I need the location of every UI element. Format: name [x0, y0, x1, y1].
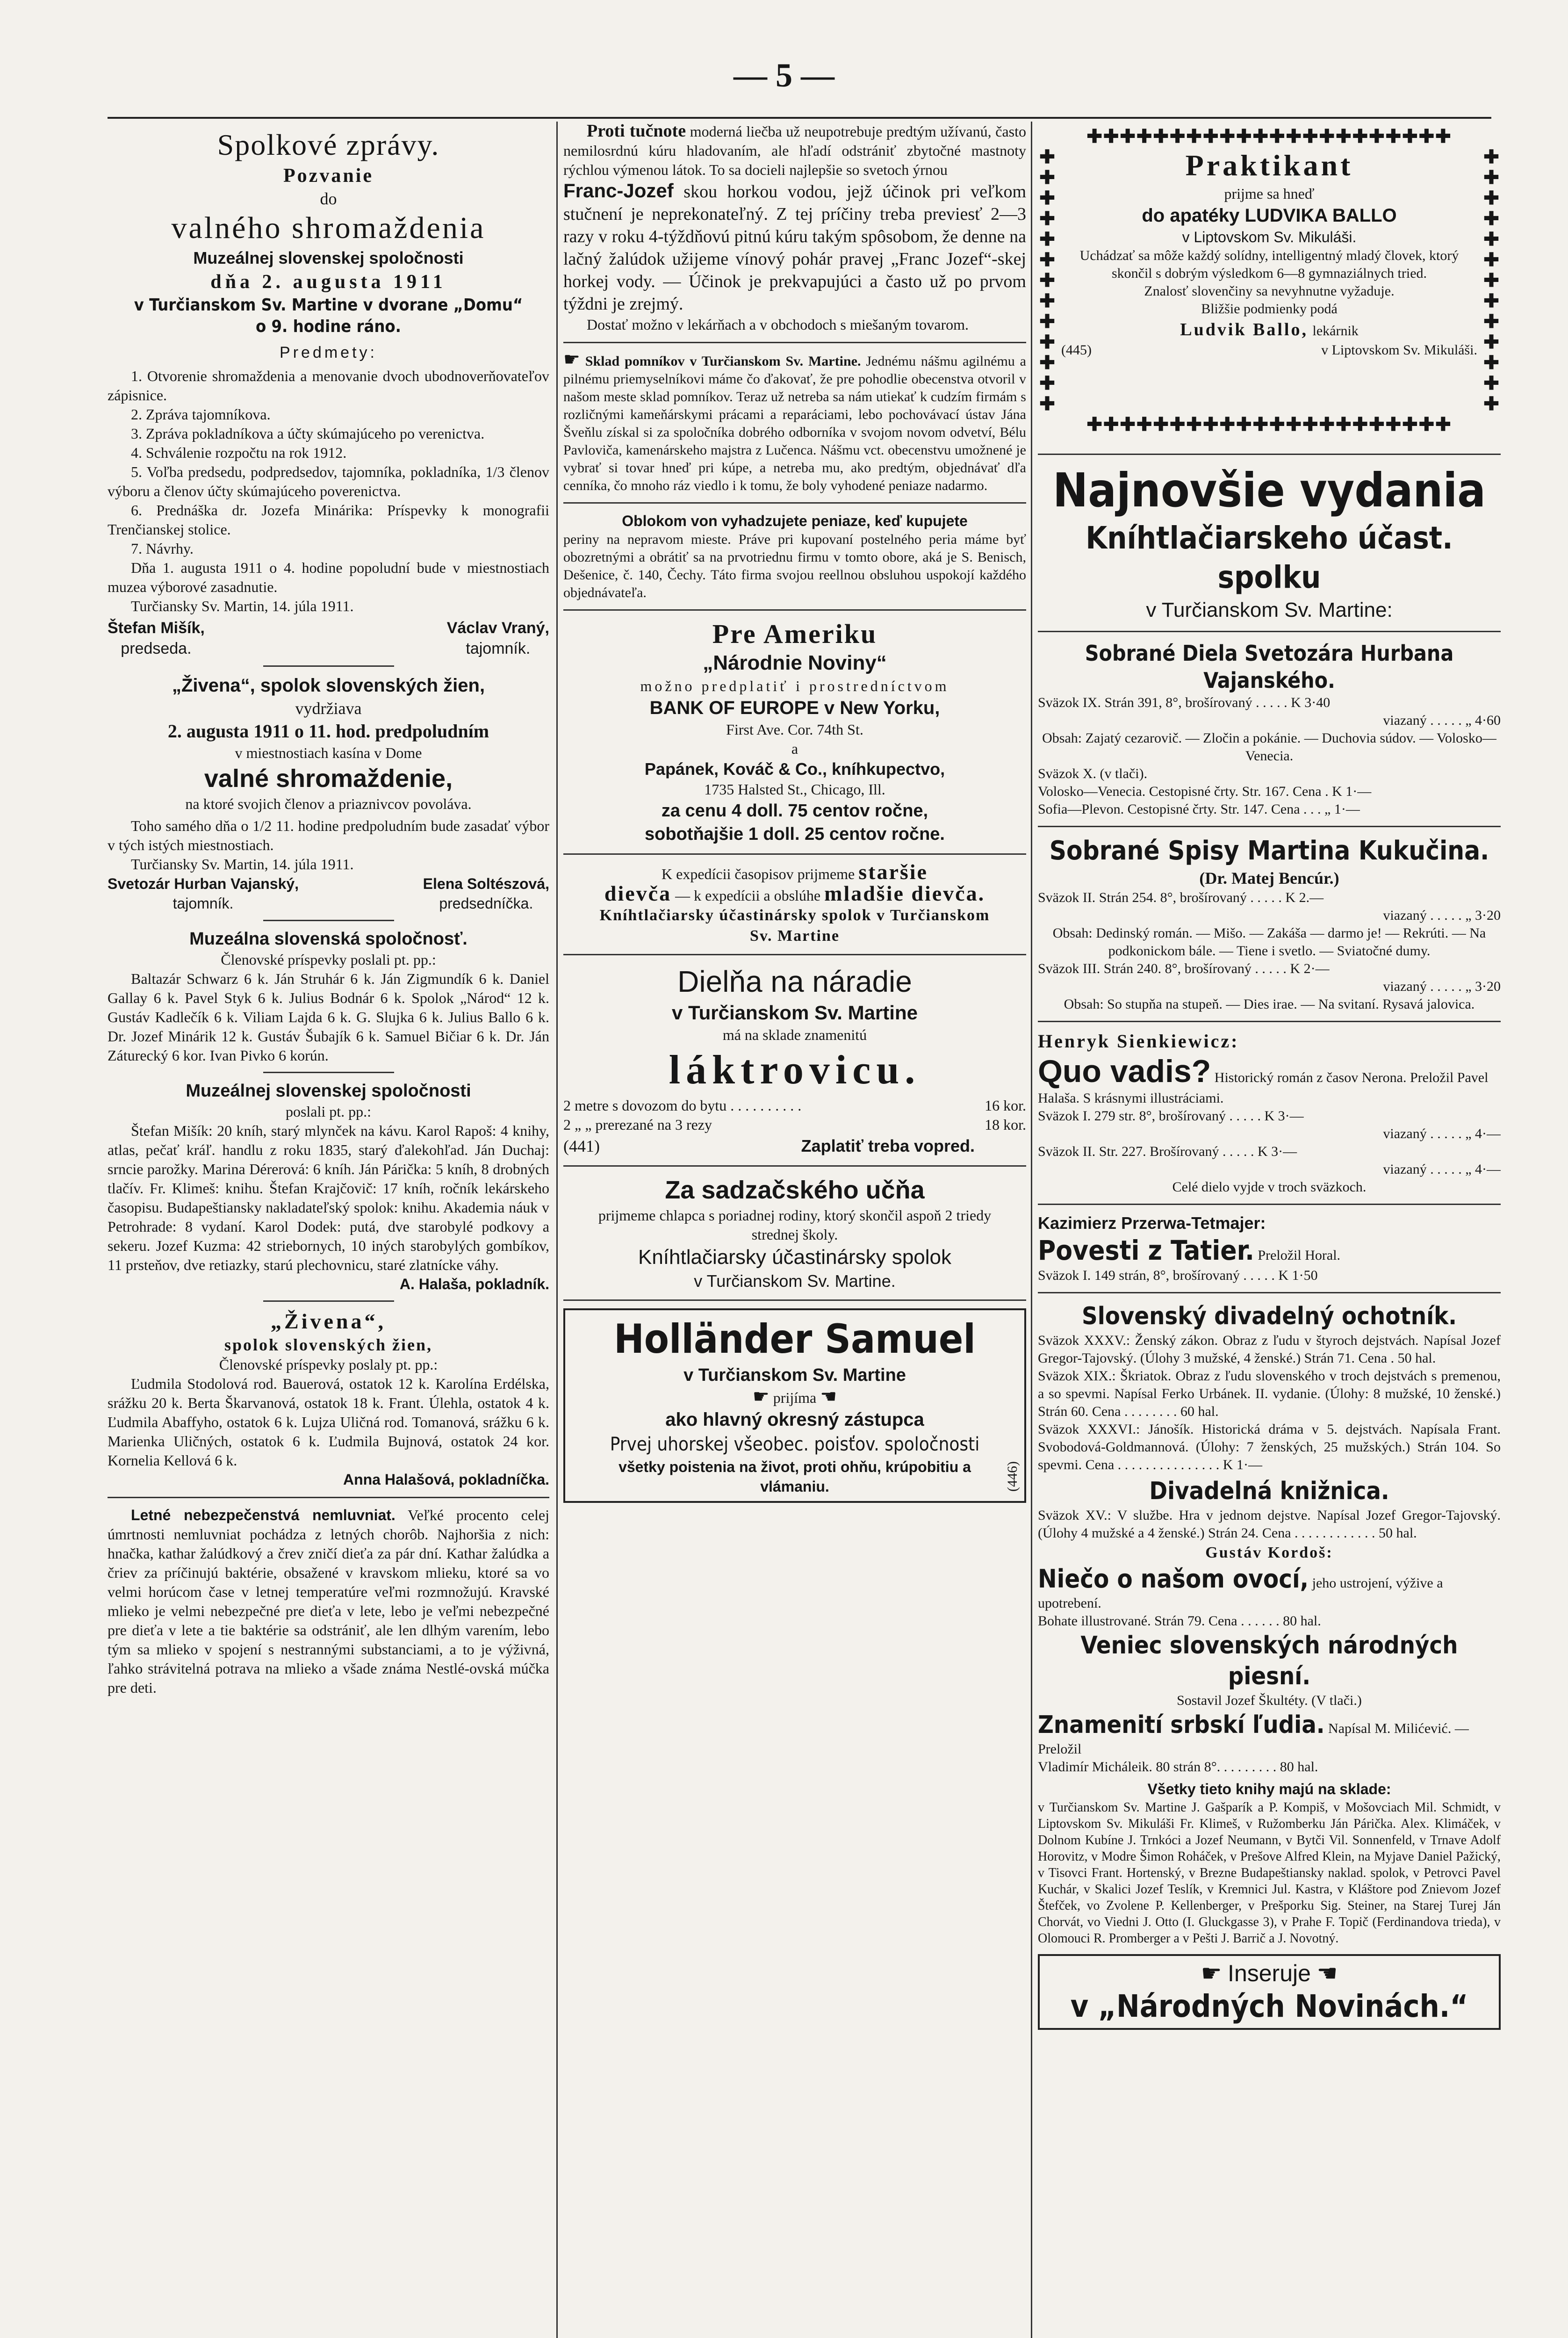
lek-body-2: skou horkou vodou, jejž účinok pri veľkom stučnení je neprekonateľný. Z tej príčiny treba previesť 2—3 razy v roku 4-týždňovú pitnú kúru takým spôsobom, že denne na lačný žalúdok užijeme vínový pohár pravej „Franc Jozef“-skej horkej vody. — Účinok je prekvapujúci a často už po prvom týždni je zrejmý. — [563, 182, 1026, 314]
predmet-item: 1. Otvorenie shromaždenia a menovanie dvoch ubodnoverňovateľov zápisnice. — [108, 368, 549, 404]
predmet-item: 2. Zpráva tajomníkova. — [131, 406, 271, 423]
amer-title: Pre Ameriku — [712, 619, 878, 649]
column-rule-1 — [556, 122, 558, 2338]
new-title: Najnovšie vydania — [1053, 463, 1486, 518]
predmety-list — [108, 367, 549, 558]
dielna-row-1 — [563, 1096, 1026, 1115]
signer-role: tajomník. — [173, 895, 234, 912]
zivena2-sign: Anna Halašová, pokladníčka. — [343, 1471, 549, 1488]
vaj-title: Sobrané Diela Svetozára Hurbana Vajanského. — [1085, 641, 1454, 693]
sadz-body: prijmeme chlapca s poriadnej rodiny, ktorý skončil aspoň 2 triedy strednej školy. — [598, 1207, 992, 1243]
dielna-row-price: 16 kor. — [985, 1097, 1026, 1114]
dielna-row-label: 2 metre s dovozom do bytu . . . . . . . . . . — [563, 1097, 802, 1114]
ins-title: Inseruje — [1228, 1960, 1311, 1986]
kuk-title: Sobrané Spisy Martina Kukučina. — [1049, 836, 1489, 866]
dkn-title: Divadelná knižnica. — [1149, 1477, 1389, 1505]
invite-time: o 9. hodine ráno. — [256, 317, 401, 336]
pointing-hand-icon: ☛ — [1201, 1960, 1222, 1986]
sadz-title: Za sadzačského učňa — [665, 1176, 925, 1204]
prakt-l7 — [1061, 318, 1477, 341]
column-spolkove-zpravy — [108, 122, 549, 1697]
invite-assembly: valného shromaždenia — [171, 211, 486, 245]
tet-trans: Preložil Horal. — [1258, 1248, 1341, 1263]
hol-role: ako hlavný okresný zástupca — [665, 1409, 924, 1430]
vaj-l1: Sväzok IX. Strán 391, 8°, brošírovaný . . . . . K 3·40 — [1038, 695, 1331, 710]
cross-border-left: ✚ ✚ ✚ ✚ ✚ ✚ ✚ ✚ ✚ ✚ ✚ ✚ ✚ — [1039, 147, 1055, 414]
predmet-item: 4. Schválenie rozpočtu na rok 1912. — [131, 444, 347, 461]
mss2-body: Štefan Mišík: 20 kníh, starý mlynček na kávu. Karol Rapoš: 4 knihy, atlas, pečať kráľ. handlu z roku 1835, starý ďalekohľad. Ján Duchaj: srncie parožky. Marina Dérerová: 6 kníh. Ján Párička: 5 kníh, 8 drobných tlačív. Fr. Klimeš: knihu. Štefan Krajčovič: 17 kníh, ročník lekárskeho časopisu. Budapeštiansky nakladateľský spolok: knihu. Akademia náuk v Petrohrade: 8 vydaní. Karol Dodek: putá, dve starobylé podkovy a sekeru. Jozef Kuzma: 42 striebornych, 10 iných starobylých gombíkov, 11 prsteňov, dve retiazky, starú plechovnicu, staré zlatnícke váhy. — [108, 1122, 549, 1273]
divider — [1038, 1204, 1501, 1205]
pointing-hand-left-icon: ☚ — [820, 1386, 837, 1407]
divider — [1038, 454, 1501, 455]
column-rule-2 — [1031, 122, 1032, 2338]
prakt-l3: v Liptovskom Sv. Mikuláši. — [1182, 229, 1357, 245]
vaj-l3: Obsah: Zajatý cezarovič. — Zločin a pokánie. — Duchovia súdov. — Volosko—Venecia. — [1042, 730, 1496, 764]
lek-brand: Franc-Jozef — [563, 180, 674, 202]
section-title: Spolkové zprávy. — [217, 128, 440, 161]
date-line: Turčiansky Sv. Martin, 14. júla 1911. — [131, 598, 354, 614]
ven-l1: Sostavil Jozef Škultéty. (V tlači.) — [1177, 1693, 1362, 1708]
vaj-l4: Sväzok X. (v tlači). — [1038, 766, 1148, 781]
prakt-title: Praktikant — [1185, 149, 1353, 182]
divider — [563, 1299, 1026, 1301]
div-l1: Sväzok XXXV.: Ženský zákon. Obraz z ľudu v štyroch dejstvách. Napísal Jozef Gregor-Tajovský. (Úlohy 3 mužské, 4 ženské.) Strán 71. Cena . 50 hal. — [1038, 1333, 1501, 1366]
signer-name: Václav Vraný, — [446, 619, 549, 637]
kuk-l4: Sväzok III. Strán 240. 8°, brošírovaný . . . . . K 2·— — [1038, 961, 1330, 976]
tet-line — [1038, 1234, 1501, 1267]
dielna-row-2 — [563, 1115, 1026, 1134]
sien-l2: viazaný . . . . . „ 4·— — [1383, 1126, 1501, 1141]
lek-article-2 — [563, 180, 1026, 315]
divider — [563, 954, 1026, 955]
cross-border-top: ✚✚✚✚✚✚✚✚✚✚✚✚✚✚✚✚✚✚✚✚✚✚ — [1086, 126, 1452, 147]
tet-title: Kazimierz Przerwa-Tetmajer: — [1038, 1213, 1266, 1233]
board-meeting: Dňa 1. augusta 1911 o 4. hodine popoludní bude v miestnostiach muzea výborové zasadnutie. — [108, 559, 549, 595]
signer-role: predsedníčka. — [439, 895, 533, 912]
invite-place: v Turčianskom Sv. Martine v dvorane „Domu“ — [134, 296, 523, 315]
invite-do: do — [320, 189, 337, 208]
srb-desc: Napísal M. Milićević. — Preložil — [1038, 1721, 1469, 1757]
signer-name: Svetozár Hurban Vajanský, — [108, 875, 299, 892]
hol-name: Holländer Samuel — [614, 1316, 976, 1363]
predmet-item: 3. Zpráva pokladníkova a účty skúmajúceho po verenictva. — [131, 425, 485, 442]
girl-big-2: dievča — [604, 881, 672, 905]
cross-border-right: ✚ ✚ ✚ ✚ ✚ ✚ ✚ ✚ ✚ ✚ ✚ ✚ ✚ — [1483, 147, 1499, 414]
stock-body: v Turčianskom Sv. Martine J. Gašparík a P. Kompiš, v Mošovciach Mil. Schmidt, v Liptovskom Sv. Mikuláši Fr. Klimeš, v Ružomberku Ján Párička. Alex. Klimáček, v Dolnom Kubíne J. Trnkóci a Jozef Neumann, v Bytči Vil. Sonnenfeld, v Trnave Adolf Horovitz, v Modre Šimon Roháček, v Prešove Alfred Klein, na Myjave Daniel Pažický, v Tisovci Frant. Hortenský, v Brezne Budapeštiansky naklad. spolok, v Petrovci Pavel Kuchár, v Skalici Jozef Teslík, v Kremnici Jul. Kastra, v Kláštore pod Znievom Jozef Štefček, vo Zvolene P. Kellenberger, v Prešporku Sig. Steiner, na Starej Turej Ján Chorvát, vo Viedni J. Otto (I. Gluckgasse 3), v Prahe F. Topič (Ferdinandova trieda), v Olomouci R. Promberger a v Pešti J. Barrič a J. Novotný. — [1038, 1800, 1501, 1946]
prakt-l8 — [1061, 341, 1477, 359]
srb-line — [1038, 1710, 1501, 1758]
sien-l1: Sväzok I. 279 str. 8°, brošírovaný . . . . . K 3·— — [1038, 1108, 1304, 1124]
amer-order: možno predplatiť i prostredníctvom — [640, 678, 949, 694]
girl-big-1: staršie — [858, 860, 928, 884]
divider — [1038, 1292, 1501, 1293]
predmet-item: 5. Voľba predsedu, podpredsedov, tajomníka, pokladníka, 1/3 členov výboru a členov účty skúmajúceho poverenictva. — [108, 463, 549, 499]
prakt-code: (445) — [1061, 342, 1092, 358]
signer-name: Elena Soltészová, — [423, 875, 549, 892]
dielna-pay: Zaplatiť treba vopred. — [801, 1136, 975, 1155]
pointing-hand-icon: ☛ — [563, 349, 580, 370]
zivena-body: Toho samého dňa o 1/2 11. hodine predpoludním bude zasadať výbor v tých istých miestnostiach. — [108, 817, 549, 853]
srb-l1: Vladimír Micháleik. 80 strán 8°. . . . . . . . . 80 hal. — [1038, 1759, 1318, 1775]
mss2-title: Muzeálnej slovenskej spoločnosti — [186, 1081, 471, 1101]
zivena2-body: Ľudmila Stodolová rod. Bauerová, ostatok 12 k. Karolína Erdélska, srážku 20 k. Berta Škarvanová, ostatok 18 k. Frant. Úlehla, ostatok 4 k. Ľudmila Abaffyho, ostatok 6 k. Lujza Uličná rod. Tomanová, srážku 6 k. Marienka Uličných, ostatok 6 k. Ľudmila Bujnová, ostatok 24 kor. Kornelia Kellová 6 k. — [108, 1375, 549, 1469]
pomnik-article — [563, 351, 1026, 495]
ins-paper: v „Národných Novinách.“ — [1070, 1988, 1468, 2024]
sien-book: Quo vadis? — [1038, 1054, 1211, 1089]
kor-book: Niečo o našom ovocí, — [1038, 1564, 1309, 1594]
invite-org: Muzeálnej slovenskej spoločnosti — [193, 248, 464, 267]
stock-title: Všetky tieto knihy majú na sklade: — [1147, 1781, 1391, 1797]
tet-book: Povesti z Tatier. — [1038, 1234, 1254, 1266]
ins-title-line — [1047, 1959, 1491, 1988]
top-rule — [108, 117, 1491, 119]
divider — [1038, 1021, 1501, 1022]
kor-desc: jeho ustrojení, výžive a upotrebení. — [1038, 1575, 1443, 1611]
new-sub: Kníhtlačiarskeho účast. spolku — [1086, 520, 1453, 595]
hollander-box — [563, 1308, 1026, 1503]
signer-role: predseda. — [121, 640, 192, 657]
mss-body: Baltazár Schwarz 6 k. Ján Struhár 6 k. Ján Zigmundík 6 k. Daniel Gallay 6 k. Pavel Styk 6 k. Julius Bodnár 6 k. Spolok „Národ“ 12 k. Gustáv Kadlečík 6 k. Viliam Lajda 6 k. G. Slujka 6 k. Julius Ballo 6 k. Dr. Jozef Minárik 12 k. Gustáv Šubajík 6 k. Samuel Bičiar 6 k. Dr. Ján Záturecký 6 kor. Ivan Pivko 6 korún. — [108, 970, 549, 1064]
kor-title: Gustáv Kordoš: — [1205, 1544, 1333, 1561]
sien-line — [1038, 1053, 1501, 1107]
kuk-l5: viazaný . . . . . „ 3·20 — [1383, 979, 1501, 994]
page-number: — 5 — — [734, 57, 834, 94]
dkn-l1: Sväzok XV.: V službe. Hra v jednom dejstve. Napísal Jozef Gregor-Tajovský. (Úlohy 4 mužské a 4 ženské.) Strán 24. Cena . . . . . . . . . . . . 50 hal. — [1038, 1508, 1501, 1541]
inseruje-box — [1038, 1954, 1501, 2030]
signatures-2 — [108, 874, 549, 913]
mss-title: Muzeálna slovenská spoločnosť. — [189, 929, 468, 949]
hol-company: Prvej uhorskej všeobec. poisťov. spoločnosti — [610, 1434, 980, 1455]
zivena-place: v miestnostiach kasína v Dome — [235, 744, 422, 761]
prakt-role: lekárnik — [1312, 323, 1359, 339]
kuk-l6: Obsah: So stupňa na stupeň. — Dies irae. — Na svitaní. Rysavá jalovica. — [1064, 996, 1475, 1012]
prakt-name: Ludvik Ballo, — [1180, 320, 1308, 339]
signatures-1 — [108, 618, 549, 659]
zivena-date: 2. augusta 1911 o 11. hod. predpoludním — [167, 721, 489, 742]
zivena2-title: „Živena“, — [271, 1309, 386, 1333]
amer-shop: Papánek, Kováč & Co., kníhkupectvo, — [644, 759, 945, 779]
dielna-place: v Turčianskom Sv. Martine — [672, 1002, 918, 1024]
amer-bank: BANK OF EUROPE v New Yorku, — [649, 698, 940, 718]
summer-article — [108, 1506, 549, 1697]
kuk-l2: viazaný . . . . . „ 3·20 — [1383, 908, 1501, 923]
hol-code: (446) — [1005, 1461, 1020, 1492]
sien-l5: Celé dielo vyjde v troch sväzkoch. — [1172, 1179, 1367, 1195]
prakt-place: v Liptovskom Sv. Mikuláši. — [1321, 342, 1477, 358]
predmety-title: Predmety: — [280, 344, 377, 361]
prakt-l2: do apatéky LUDVIKA BALLO — [1142, 205, 1397, 226]
sien-l4: viazaný . . . . . „ 4·— — [1383, 1162, 1501, 1177]
div-title: Slovenský divadelný ochotník. — [1082, 1302, 1457, 1330]
hol-items: všetky poistenia na život, proti ohňu, krúpobitiu a vlámaniu. — [619, 1458, 971, 1495]
dielna-product: láktrovicu. — [669, 1047, 921, 1093]
pointing-hand-icon: ☛ — [752, 1386, 770, 1407]
kuk-l1: Sväzok II. Strán 254. 8°, brošírovaný . . . . . K 2.— — [1038, 890, 1324, 905]
div-l2: Sväzok XIX.: Škriatok. Obraz z ľudu slovenského v troch dejstvách s premenou, a so spevmi. Napísal Ferko Urbánek. II. vydanie. (Úlohy: 8 mužské, 10 ženské.) Strán 60. Cena . . . . . . . . 60 hal. — [1038, 1368, 1501, 1419]
mss2-sign: A. Halaša, pokladník. — [399, 1276, 549, 1292]
girl-ad — [563, 862, 1026, 884]
vaj-l6: Sofia—Plevon. Cestopisné črty. Str. 147. Cena . . . „ 1·— — [1038, 801, 1360, 817]
amer-price-2: sobotňajšie 1 doll. 25 centov ročne. — [645, 824, 945, 844]
girl-text-1: K expedícii časopisov prijmeme — [662, 866, 855, 882]
dielna-row-price: 18 kor. — [985, 1116, 1026, 1133]
amer-addr-2: 1735 Halsted St., Chicago, Ill. — [704, 781, 885, 798]
sien-title: Henryk Sienkiewicz: — [1038, 1031, 1239, 1052]
kor-line — [1038, 1564, 1501, 1612]
divider — [1038, 826, 1501, 827]
prakt-l4: Uchádzať sa môže každý solídny, intelligentný mladý človek, ktorý skončil s dobrým výsledkom 6—8 gymnaziálnych tried. — [1079, 248, 1459, 281]
divider — [263, 665, 394, 667]
sadz-place: v Turčianskom Sv. Martine. — [694, 1271, 896, 1291]
vaj-l2: viazaný . . . . . „ 4·60 — [1383, 713, 1501, 728]
zivena2-lead: Členovské príspevky poslaly pt. pp.: — [219, 1356, 438, 1373]
divider — [263, 1300, 394, 1302]
amer-addr-1: First Ave. Cor. 74th St. — [726, 721, 863, 738]
pomnik-lead: Sklad pomníkov v Turčianskom Sv. Martine. — [585, 354, 861, 369]
girl-text-2: — k expedícii a obslúhe — [675, 887, 821, 904]
amer-a: a — [791, 740, 798, 757]
invite-date: dňa 2. augusta 1911 — [210, 271, 446, 293]
new-place: v Turčianskom Sv. Martine: — [1146, 599, 1393, 621]
praktikant-box — [1038, 126, 1501, 435]
lek-article — [563, 122, 1026, 180]
invite-title: Pozvanie — [283, 165, 374, 187]
ven-title: Veniec slovenských národných piesní. — [1080, 1631, 1458, 1690]
dielna-title: Dielňa na náradie — [677, 965, 912, 998]
column-ads-right — [1038, 122, 1501, 2035]
column-ads-middle — [563, 122, 1026, 1508]
srb-title: Znamenití srbskí ľudia. — [1038, 1711, 1325, 1739]
zivena-invites: na ktoré svojich členov a priaznivcov povoláva. — [185, 795, 472, 812]
okno-body: periny na nepravom mieste. Práve pri kupovaní postelného peria máme byť obozretnými a obrátiť sa na prvotriednu firmu v tomto obore, aká je S. Benisch, Dešenice, č. 140, Čechy. Táto firma svojou reellnou obsluhou uspokojí každého objednávateľa. — [563, 532, 1026, 600]
pomnik-body: Jednému nášmu agilnému a pilnému priemyselníkovi máme čo ďakovať, že pre pohodlie obecenstva otvoril v našom meste sklad pomníkov. Teraz už netreba sa nám utiekať k cudzím firmám s rozličnými kameňárskymi prácami a reparáciami, lebo pochovávací ústav Jána Šveňlu získal si za spoločníka dobrého odborníka v svojom novom odvetví, Bélu Pavloviča, kamenárskeho majstra z Lučenca. Nášmu vct. obecenstvu umožnené je vybrať si tovar hneď pri kúpe, a netreba mu, ako predtým, objednávať dľa cenníka, čo mnoho ráz viedlo i k tomu, že boly vyhodené peniaze nadarmo. — [563, 354, 1026, 493]
amer-price-1: za cenu 4 doll. 75 centov ročne, — [661, 801, 928, 821]
girl-sign: Kníhtlačiarsky účastinársky spolok v Turčianskom Sv. Martine — [599, 907, 990, 945]
prakt-l1: prijme sa hneď — [1224, 185, 1315, 202]
divider — [263, 920, 394, 921]
tet-l1: Sväzok I. 149 strán, 8°, brošírovaný . . . . . K 1·50 — [1038, 1268, 1318, 1283]
zivena2-subtitle: spolok slovenských žien, — [224, 1335, 433, 1354]
sien-desc: Historický román z časov Nerona. Preložil Pavel Halaša. S krásnymi illustráciami. — [1038, 1070, 1489, 1106]
dielna-code: (441) — [563, 1137, 600, 1155]
hol-accepts-line — [579, 1387, 1010, 1407]
kuk-ed: (Dr. Matej Bencúr.) — [1199, 869, 1339, 888]
pointing-hand-left-icon: ☚ — [1316, 1960, 1338, 1986]
sadz-firm: Kníhtlačiarsky účastinársky spolok — [638, 1246, 952, 1269]
date-line: Turčiansky Sv. Martin, 14. júla 1911. — [131, 856, 354, 873]
kor-l1: Bohate illustrované. Strán 79. Cena . . . . . . 80 hal. — [1038, 1613, 1321, 1629]
divider — [563, 609, 1026, 611]
predmet-item: 6. Prednáška dr. Jozefa Minárika: Príspevky k monografii Trenčianskej stolice. — [108, 502, 549, 538]
divider — [263, 1072, 394, 1073]
okno-lead: Oblokom von vyhadzujete peniaze, keď kupujete — [622, 512, 968, 529]
cross-border-bottom: ✚✚✚✚✚✚✚✚✚✚✚✚✚✚✚✚✚✚✚✚✚✚ — [1086, 414, 1452, 435]
zivena-vydrziava: vydržiava — [295, 699, 362, 718]
dielna-row-3 — [563, 1134, 1026, 1158]
hol-accepts: prijíma — [773, 1389, 817, 1406]
div-l3: Sväzok XXXVI.: Jánošík. Historická dráma v 5. dejstvách. Napísala Frant. Svobodová-Goldmannová. (Úlohy: 7 ženských, 25 mužských.) Strán 104. So spevmi. Cena . . . . . . . . . . . . . . . K 1·— — [1038, 1422, 1501, 1472]
summer-lead: Letné nebezpečenstvá nemluvniat. — [131, 1507, 396, 1523]
zivena-title: „Živena“, spolok slovenských žien, — [172, 675, 485, 696]
divider — [563, 342, 1026, 343]
divider — [563, 1165, 1026, 1167]
signer-role: tajomník. — [466, 640, 531, 657]
divider — [1038, 631, 1501, 632]
summer-body: Veľké procento celej úmrtnosti nemluvniat pochádza z letných chorôb. Najhoršia z nich: hnačka, kathar žalúdkový a črev zničí dieťa za pár dní. Kathar žalúdka a čriev za príčinujú baktérie, obsažené v kravskom mlieku, ktoré sa vo velmi horúcom čase v letnej temperatúre veľmi rozmnožujú. Kravské mlieko je velmi nebezpečné pre dieťa v lete, lebo je veľmi nebezpečné pre dieťa v lete a tie baktérie sa odstrániť, ale len dlhým varením, lebo tým sa mlieko v spojení s nestrannými substanciami, a to je výživná, ľahko strávitelná potrava na mlieko a všade známa Nestlé-ovská múčka pre deti. — [108, 1507, 549, 1696]
signer-name: Štefan Mišík, — [108, 619, 205, 637]
divider — [563, 502, 1026, 504]
divider — [108, 1497, 549, 1498]
divider — [563, 853, 1026, 855]
dielna-stock: má na sklade znamenitú — [722, 1026, 867, 1043]
prakt-l5: Znalosť slovenčiny sa nevyhnutne vyžaduje. — [1144, 283, 1395, 299]
prakt-l6: Bližšie podmienky podá — [1201, 301, 1338, 317]
lek-lead: Proti tučnote — [587, 122, 686, 141]
dielna-row-label: 2 „ „ prerezané na 3 rezy — [563, 1116, 712, 1133]
girl-big-3: mladšie dievča. — [824, 881, 985, 905]
amer-paper: „Národnie Noviny“ — [703, 651, 887, 674]
predmet-item: 7. Návrhy. — [131, 540, 194, 557]
lek-body-1: moderná liečba už neupotrebuje predtým užívanú, často nemilosrdnú kúru hladovaním, ale hľadí odstrániť zbytočné mastnoty rýchlou výmenou látok. To sa docieli najlepšie so svetoch ýrnou — [563, 123, 1026, 178]
mss-subtitle: Členovské príspevky poslali pt. pp.: — [221, 951, 436, 968]
zivena-assembly: valné shromaždenie, — [204, 765, 453, 793]
lek-avail: Dostať možno v lekárňach a v obchodoch s miešaným tovarom. — [587, 316, 969, 333]
kuk-l3: Obsah: Dedinský román. — Mišo. — Zakáša — darmo je! — Rekrúti. — Na podkonickom bále. — Tiene i svetlo. — Sviatočné dumy. — [1052, 925, 1486, 959]
mss2-subtitle: poslali pt. pp.: — [285, 1103, 372, 1120]
girl-ad-2 — [563, 881, 1026, 905]
vaj-l5: Volosko—Venecia. Cestopisné črty. Str. 167. Cena . K 1·— — [1038, 784, 1372, 799]
hol-place: v Turčianskom Sv. Martine — [683, 1365, 906, 1385]
sien-l3: Sväzok II. Str. 227. Brošírovaný . . . . . K 3·— — [1038, 1144, 1297, 1159]
